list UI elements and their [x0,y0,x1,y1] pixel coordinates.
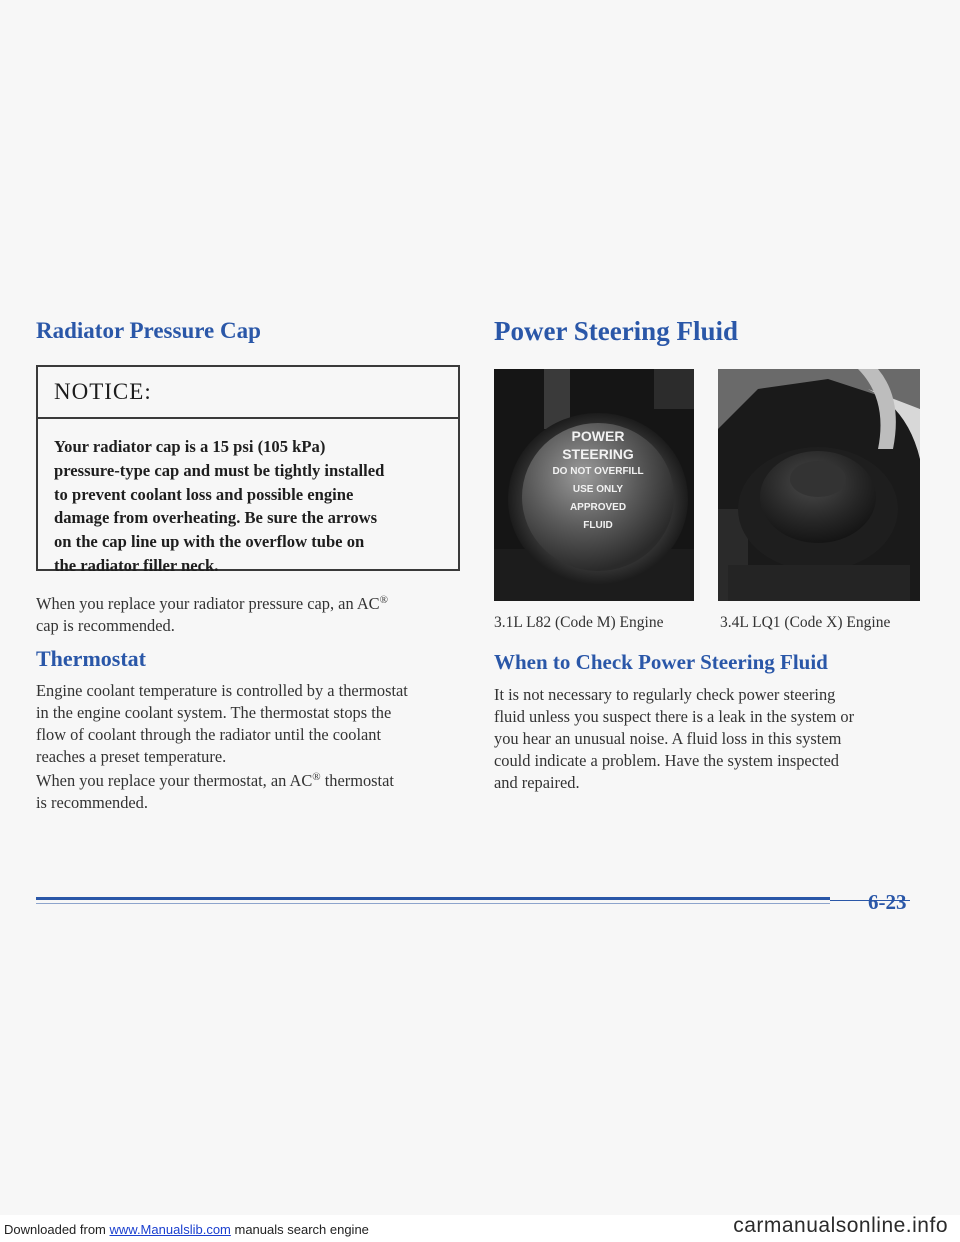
radiator-cap-replace-paragraph [36,589,468,637]
photo-1-caption: 3.1L L82 (Code M) Engine [494,614,664,631]
when-line: fluid unless you suspect there is a leak in the system or [494,707,855,726]
notice-line: the radiator filler neck. [54,555,219,575]
notice-heading: NOTICE: [38,367,458,419]
when-line: you hear an unusual noise. A fluid loss in this system [494,729,842,748]
thermostat-replace-line-1b: thermostat [320,771,394,790]
power-steering-cap-photo [494,369,694,601]
thermostat-paragraph [36,680,468,768]
notice-line: damage from overheating. Be sure the arrows [54,508,378,528]
when-to-check-title: When to Check Power Steering Fluid [494,650,828,674]
notice-line: Your radiator cap is a 15 psi (105 kPa) [54,437,326,456]
reservoir-cap-photo [718,369,920,601]
thermostat-line: reaches a preset temperature. [36,747,227,766]
notice-box [36,365,460,575]
thermostat-line: in the engine coolant system. The thermostat stops the [36,703,392,722]
footer-suffix: manuals search engine [230,1222,369,1237]
replace-line-2: cap is recommended. [36,616,175,635]
radiator-pressure-cap-title: Radiator Pressure Cap [36,318,261,343]
cap-label-line: POWER [571,428,625,444]
notice-line: to prevent coolant loss and possible engine [54,484,354,504]
thermostat-line: Engine coolant temperature is controlled by a thermostat [36,681,408,700]
replace-line-1: When you replace your radiator pressure cap, an AC [36,594,380,613]
notice-line: on the cap line up with the overflow tube on [54,532,365,552]
manualslib-link[interactable]: www.Manualslib.com [109,1222,231,1237]
registered-mark: ® [312,771,321,783]
when-line: could indicate a problem. Have the system inspected [494,751,840,770]
registered-mark: ® [379,594,388,606]
notice-body [38,419,458,578]
cap-label-line: FLUID [583,520,613,531]
photo-2-caption: 3.4L LQ1 (Code X) Engine [720,614,891,631]
cap-label-line: STEERING [562,446,634,462]
thermostat-replace-line-2: is recommended. [36,793,148,812]
thermostat-title: Thermostat [36,646,146,671]
cap-label-line: DO NOT OVERFILL [552,466,644,477]
when-line: and repaired. [494,773,580,792]
when-to-check-paragraph [494,684,924,794]
footer-prefix: Downloaded from [4,1222,110,1237]
thermostat-line: flow of coolant through the radiator until the coolant [36,725,382,744]
cap-label-line: USE ONLY [572,484,624,495]
page-number: 6-23 [868,890,907,914]
cap-label [518,427,678,535]
bottom-rule-thin [36,903,830,904]
bottom-rule [36,897,830,900]
engine-photo-2-graphic [718,369,920,601]
when-line: It is not necessary to regularly check power steering [494,685,836,704]
watermark: carmanualsonline.info [733,1214,948,1237]
thermostat-replace-line-1: When you replace your thermostat, an AC [36,771,313,790]
cap-label-line: APPROVED [569,502,627,513]
download-footer [4,1222,369,1237]
thermostat-replace-paragraph [36,766,468,814]
notice-line: pressure-type cap and must be tightly installed [54,460,385,480]
power-steering-fluid-title: Power Steering Fluid [494,316,738,346]
